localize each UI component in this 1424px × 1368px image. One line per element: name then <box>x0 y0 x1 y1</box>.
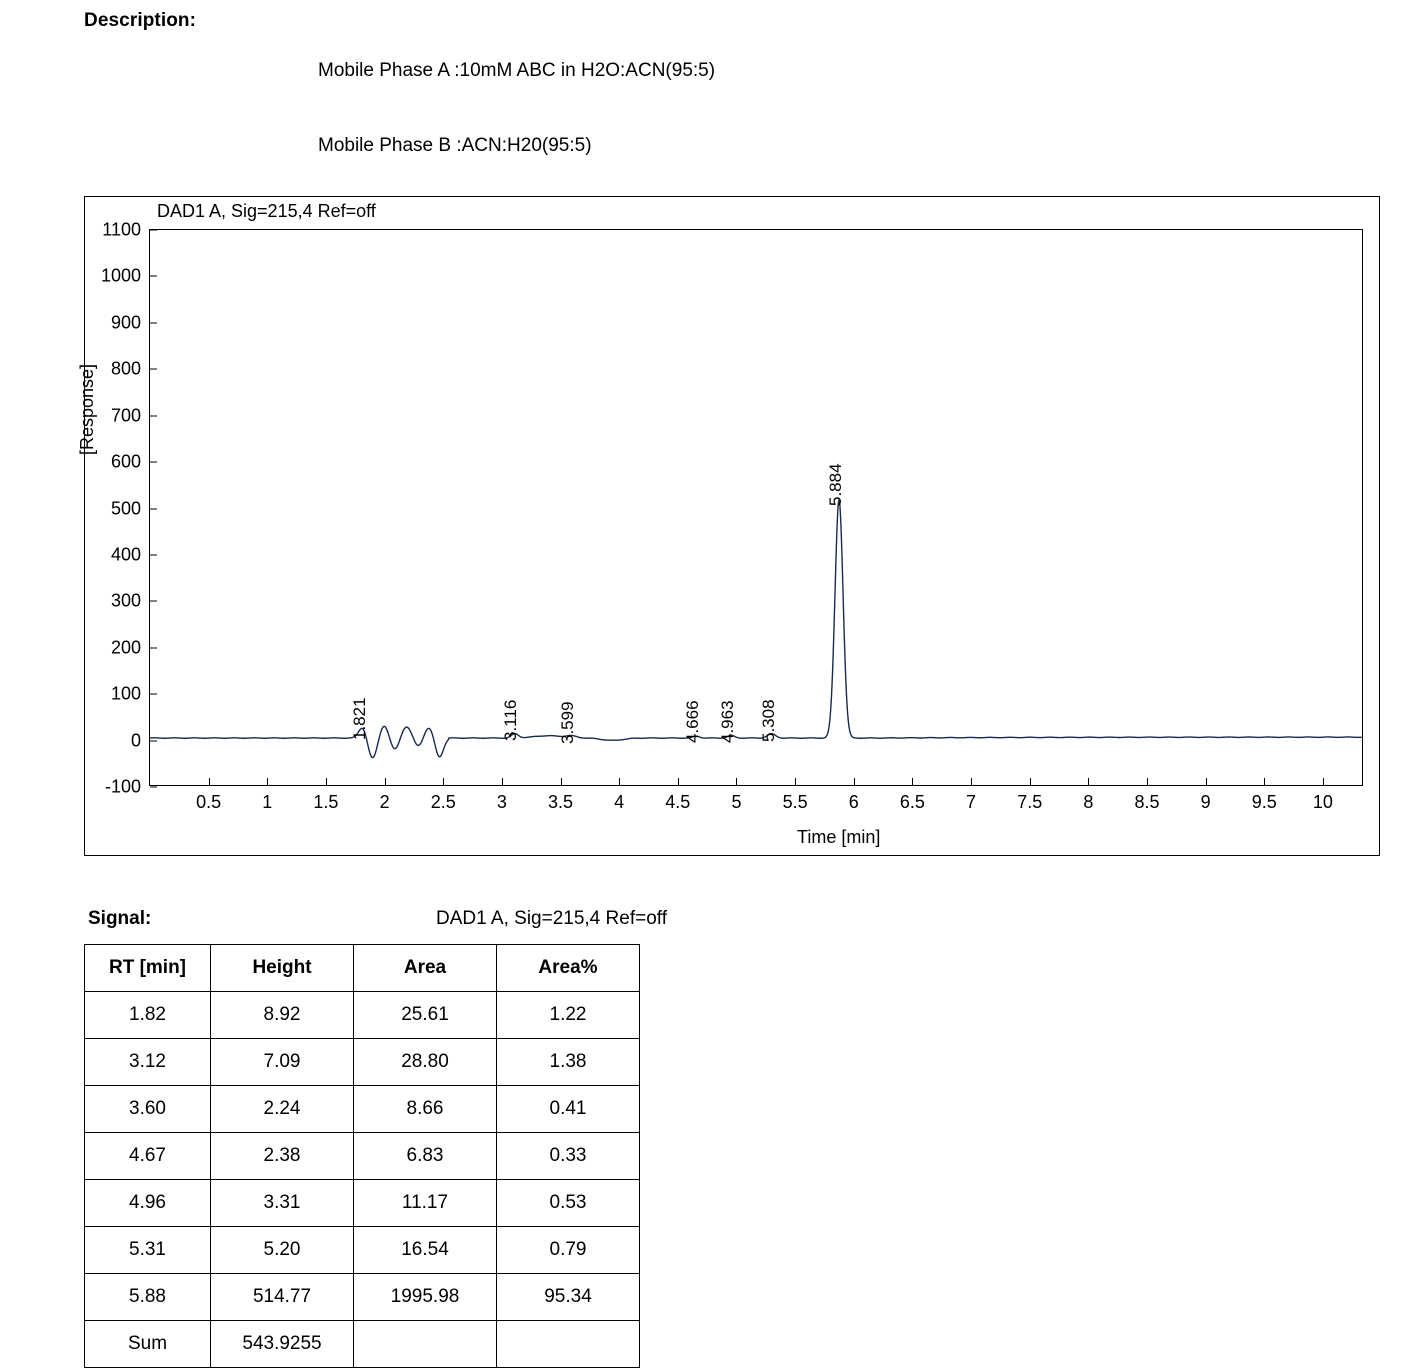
y-axis-tick-mark <box>150 508 157 509</box>
table-cell: 4.67 <box>85 1133 211 1180</box>
x-axis-tick-mark <box>267 778 268 785</box>
table-cell: 11.17 <box>354 1180 497 1227</box>
table-cell: 4.96 <box>85 1180 211 1227</box>
y-axis-tick-label: 400 <box>110 544 141 565</box>
table-cell: 2.38 <box>211 1133 354 1180</box>
table-cell: 25.61 <box>354 992 497 1039</box>
x-axis-tick-mark <box>678 778 679 785</box>
y-axis-tick-label: 800 <box>110 358 141 379</box>
table-row <box>85 1274 640 1321</box>
table-cell: 28.80 <box>354 1039 497 1086</box>
peak-label: 5.308 <box>758 699 778 743</box>
y-axis-tick-label: 300 <box>110 590 141 611</box>
x-axis-tick-label: 1 <box>262 792 273 812</box>
description-label: Description: <box>84 10 197 31</box>
table-cell: 0.79 <box>497 1227 640 1274</box>
table-cell: 5.31 <box>85 1227 211 1274</box>
sum-value: 543.9255 <box>211 1321 354 1368</box>
y-axis-tick-label: 1100 <box>102 219 141 240</box>
x-axis-tick-label: 5 <box>731 792 742 812</box>
x-axis-tick-mark <box>502 778 503 785</box>
table-cell: 5.20 <box>211 1227 354 1274</box>
peak-label: 3.599 <box>558 700 578 744</box>
table-row <box>85 1180 640 1227</box>
description-line: Mobile Phase B :ACN:H20(95:5) <box>318 135 592 156</box>
x-axis-tick-mark <box>1206 778 1207 785</box>
x-axis-tick-label: 7 <box>966 792 977 812</box>
y-axis-tick-mark <box>150 694 157 695</box>
table-cell: 1.22 <box>497 992 640 1039</box>
x-axis-tick-mark <box>1030 778 1031 785</box>
table-row <box>85 992 640 1039</box>
y-axis-tick-label: 900 <box>110 312 141 333</box>
table-cell: 8.66 <box>354 1086 497 1133</box>
y-axis-tick-mark <box>150 230 157 231</box>
x-axis-tick-label: 8 <box>1083 792 1094 812</box>
table-sum-row <box>85 1321 640 1368</box>
y-axis-tick-mark <box>150 415 157 416</box>
x-axis-tick-label: 4 <box>614 792 625 812</box>
column-header-area: Area <box>354 945 497 992</box>
x-axis-tick-label: 9 <box>1200 792 1211 812</box>
table-cell: 2.24 <box>211 1086 354 1133</box>
description-line: Mobile Phase A :10mM ABC in H2O:ACN(95:5) <box>318 60 716 81</box>
table-cell: 16.54 <box>354 1227 497 1274</box>
table-cell: 3.12 <box>85 1039 211 1086</box>
table-cell: 95.34 <box>497 1274 640 1321</box>
x-axis-tick-mark <box>736 778 737 785</box>
y-axis-tick-mark <box>150 369 157 370</box>
table-cell: 0.33 <box>497 1133 640 1180</box>
x-axis-tick-mark <box>912 778 913 785</box>
chart-title: DAD1 A, Sig=215,4 Ref=off <box>157 201 376 221</box>
y-axis-tick-mark <box>150 322 157 323</box>
x-axis-tick-label: 5.5 <box>782 792 808 812</box>
y-axis-tick-label: 1000 <box>100 265 141 286</box>
table-cell: 8.92 <box>211 992 354 1039</box>
x-axis-label: Time [min] <box>797 827 881 847</box>
x-axis-tick-label: 2 <box>379 792 390 812</box>
x-axis-tick-mark <box>443 778 444 785</box>
chromatogram-trace <box>150 230 1362 785</box>
y-axis-tick-label: 700 <box>110 405 141 426</box>
table-row <box>85 1086 640 1133</box>
x-axis-tick-mark <box>326 778 327 785</box>
x-axis-tick-mark <box>619 778 620 785</box>
table-cell: 1995.98 <box>354 1274 497 1321</box>
results-table <box>84 944 640 1368</box>
table-header-row <box>85 945 640 992</box>
sum-label: Sum <box>85 1321 211 1368</box>
x-axis-tick-label: 2.5 <box>430 792 456 812</box>
table-cell: 1.82 <box>85 992 211 1039</box>
plot-area <box>100 219 1363 812</box>
x-axis-tick-label: 1.5 <box>313 792 339 812</box>
peak-label: 4.666 <box>683 700 703 744</box>
x-axis-tick-mark <box>795 778 796 785</box>
signal-value: DAD1 A, Sig=215,4 Ref=off <box>436 908 667 929</box>
x-axis-tick-mark <box>1088 778 1089 785</box>
y-axis-tick-mark <box>150 554 157 555</box>
x-axis-tick-mark <box>854 778 855 785</box>
y-axis-tick-mark <box>150 276 157 277</box>
x-axis-tick-mark <box>561 778 562 785</box>
signal-label: Signal: <box>88 908 152 929</box>
table-cell: 0.41 <box>497 1086 640 1133</box>
peak-label: 1.821 <box>349 697 369 741</box>
table-cell: 0.53 <box>497 1180 640 1227</box>
x-axis-tick-mark <box>1264 778 1265 785</box>
x-axis-tick-mark <box>971 778 972 785</box>
column-header-area-pct: Area% <box>497 945 640 992</box>
x-axis-tick-label: 3.5 <box>548 792 574 812</box>
x-axis-tick-mark <box>385 778 386 785</box>
y-axis-tick-label: 100 <box>110 683 141 704</box>
table-cell: 3.60 <box>85 1086 211 1133</box>
x-axis-tick-label: 0.5 <box>196 792 222 812</box>
peak-label: 5.884 <box>826 463 846 506</box>
table-cell: 514.77 <box>211 1274 354 1321</box>
x-axis-tick-mark <box>1323 778 1324 785</box>
x-axis-tick-label: 3 <box>496 792 507 812</box>
x-axis-tick-label: 7.5 <box>1017 792 1043 812</box>
x-axis-tick-mark <box>209 778 210 785</box>
table-cell: 3.31 <box>211 1180 354 1227</box>
peak-label: 4.963 <box>718 700 738 744</box>
x-axis-tick-label: 6 <box>848 792 859 812</box>
column-header-rt: RT [min] <box>85 945 211 992</box>
sum-empty-cell <box>497 1321 640 1368</box>
chromatogram-frame <box>77 196 1380 856</box>
x-axis-tick-label: 4.5 <box>665 792 691 812</box>
y-axis-tick-mark <box>150 462 157 463</box>
sum-empty-cell <box>354 1321 497 1368</box>
table-cell: 5.88 <box>85 1274 211 1321</box>
table-row <box>85 1133 640 1180</box>
table-cell: 6.83 <box>354 1133 497 1180</box>
table-cell: 7.09 <box>211 1039 354 1086</box>
y-axis-tick-label: 200 <box>110 637 141 658</box>
y-axis-tick-mark <box>150 601 157 602</box>
column-header-height: Height <box>211 945 354 992</box>
y-axis-tick-label: 500 <box>110 498 141 518</box>
x-axis-tick-label: 6.5 <box>899 792 925 812</box>
y-axis-label: [Response] <box>77 363 97 455</box>
y-axis-tick-mark <box>150 740 157 741</box>
y-axis-tick-label: 600 <box>110 451 141 472</box>
x-axis-tick-label: 8.5 <box>1134 792 1160 812</box>
table-row <box>85 1227 640 1274</box>
y-axis-tick-mark <box>150 787 157 788</box>
y-axis-tick-label: 0 <box>130 730 141 751</box>
x-axis-tick-mark <box>1147 778 1148 785</box>
y-axis-tick-mark <box>150 647 157 648</box>
y-axis-tick-label: -100 <box>104 776 141 797</box>
x-axis-tick-label: 9.5 <box>1251 792 1277 812</box>
x-axis-tick-label: 10 <box>1312 792 1333 812</box>
peak-label: 3.116 <box>501 700 521 742</box>
table-row <box>85 1039 640 1086</box>
table-cell: 1.38 <box>497 1039 640 1086</box>
